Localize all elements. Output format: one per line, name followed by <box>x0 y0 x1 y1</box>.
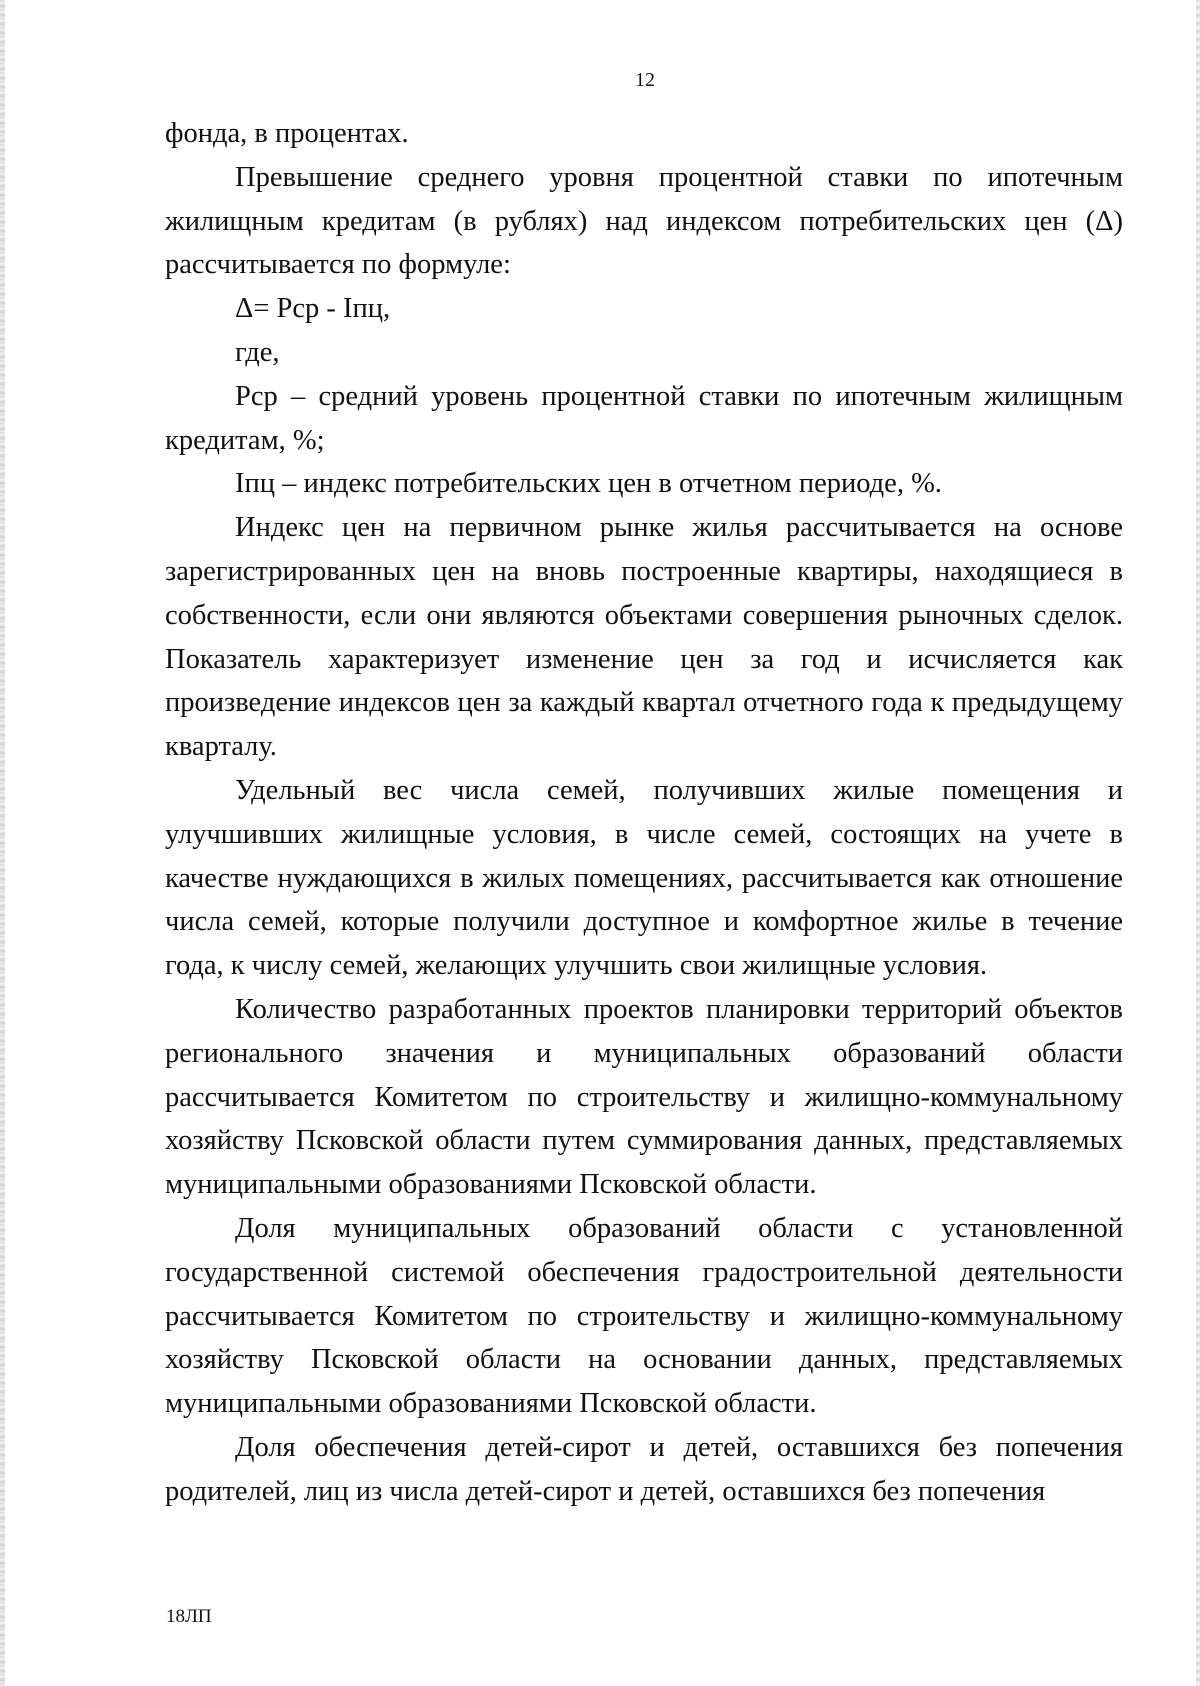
paragraph-orphans-share: Доля обеспечения детей-сирот и детей, оставшихся без попечения родителей, лиц из числа детей-сирот и детей, оставшихся без попечения <box>165 1431 1123 1507</box>
paragraph-continuation: фонда, в процентах. <box>165 118 409 149</box>
page-number: 12 <box>635 69 655 91</box>
paragraph-municipalities-share: Доля муниципальных образований области с установленной государственной системой обеспечения градостроительной деятельности рассчитывается Комитетом по строительству и жилищно-коммунальному хозяйству Псковской области на основании данных, представляемых муниципальными образованиями Псковской области. <box>165 1212 1123 1420</box>
paragraph-planning-projects: Количество разработанных проектов планировки территорий объектов регионального значения и муниципальных образований области рассчитывается Комитетом по строительству и жилищно-коммунальному хозяйству Псковской области путем суммирования данных, представляемых муниципальными образованиями Псковской области. <box>165 993 1123 1201</box>
document-body <box>165 112 1123 1514</box>
paragraph-families-share: Удельный вес числа семей, получивших жилые помещения и улучшивших жилищные условия, в числе семей, состоящих на учете в качестве нуждающихся в жилых помещениях, рассчитывается как отношение числа семей, которые получили доступное и комфортное жилье в течение года, к числу семей, желающих улучшить свои жилищные условия. <box>165 774 1123 982</box>
scan-edge-right <box>1196 0 1200 1686</box>
formula-variable-rsr: Рср – средний уровень процентной ставки по ипотечным жилищным кредитам, %; <box>165 380 1123 456</box>
paragraph-price-index: Индекс цен на первичном рынке жилья рассчитывается на основе зарегистрированных цен на вновь построенные квартиры, находящиеся в собственности, если они являются объектами совершения рыночных сделок. Показатель характеризует изменение цен за год и исчисляется как произведение индексов цен за каждый квартал отчетного года к предыдущему кварталу. <box>165 512 1123 763</box>
footer-code: 18ЛП <box>166 1606 212 1627</box>
formula: Δ= Рср - Iпц, <box>235 293 391 325</box>
formula-variable-ipc: Iпц – индекс потребительских цен в отчетном периоде, %. <box>235 468 942 500</box>
formula-where: где, <box>235 336 280 368</box>
paragraph-formula-intro: Превышение среднего уровня процентной ставки по ипотечным жилищным кредитам (в рублях) над индексом потребительских цен (Δ) рассчитывается по формуле: <box>165 161 1123 281</box>
scan-edge-left <box>0 0 5 1686</box>
